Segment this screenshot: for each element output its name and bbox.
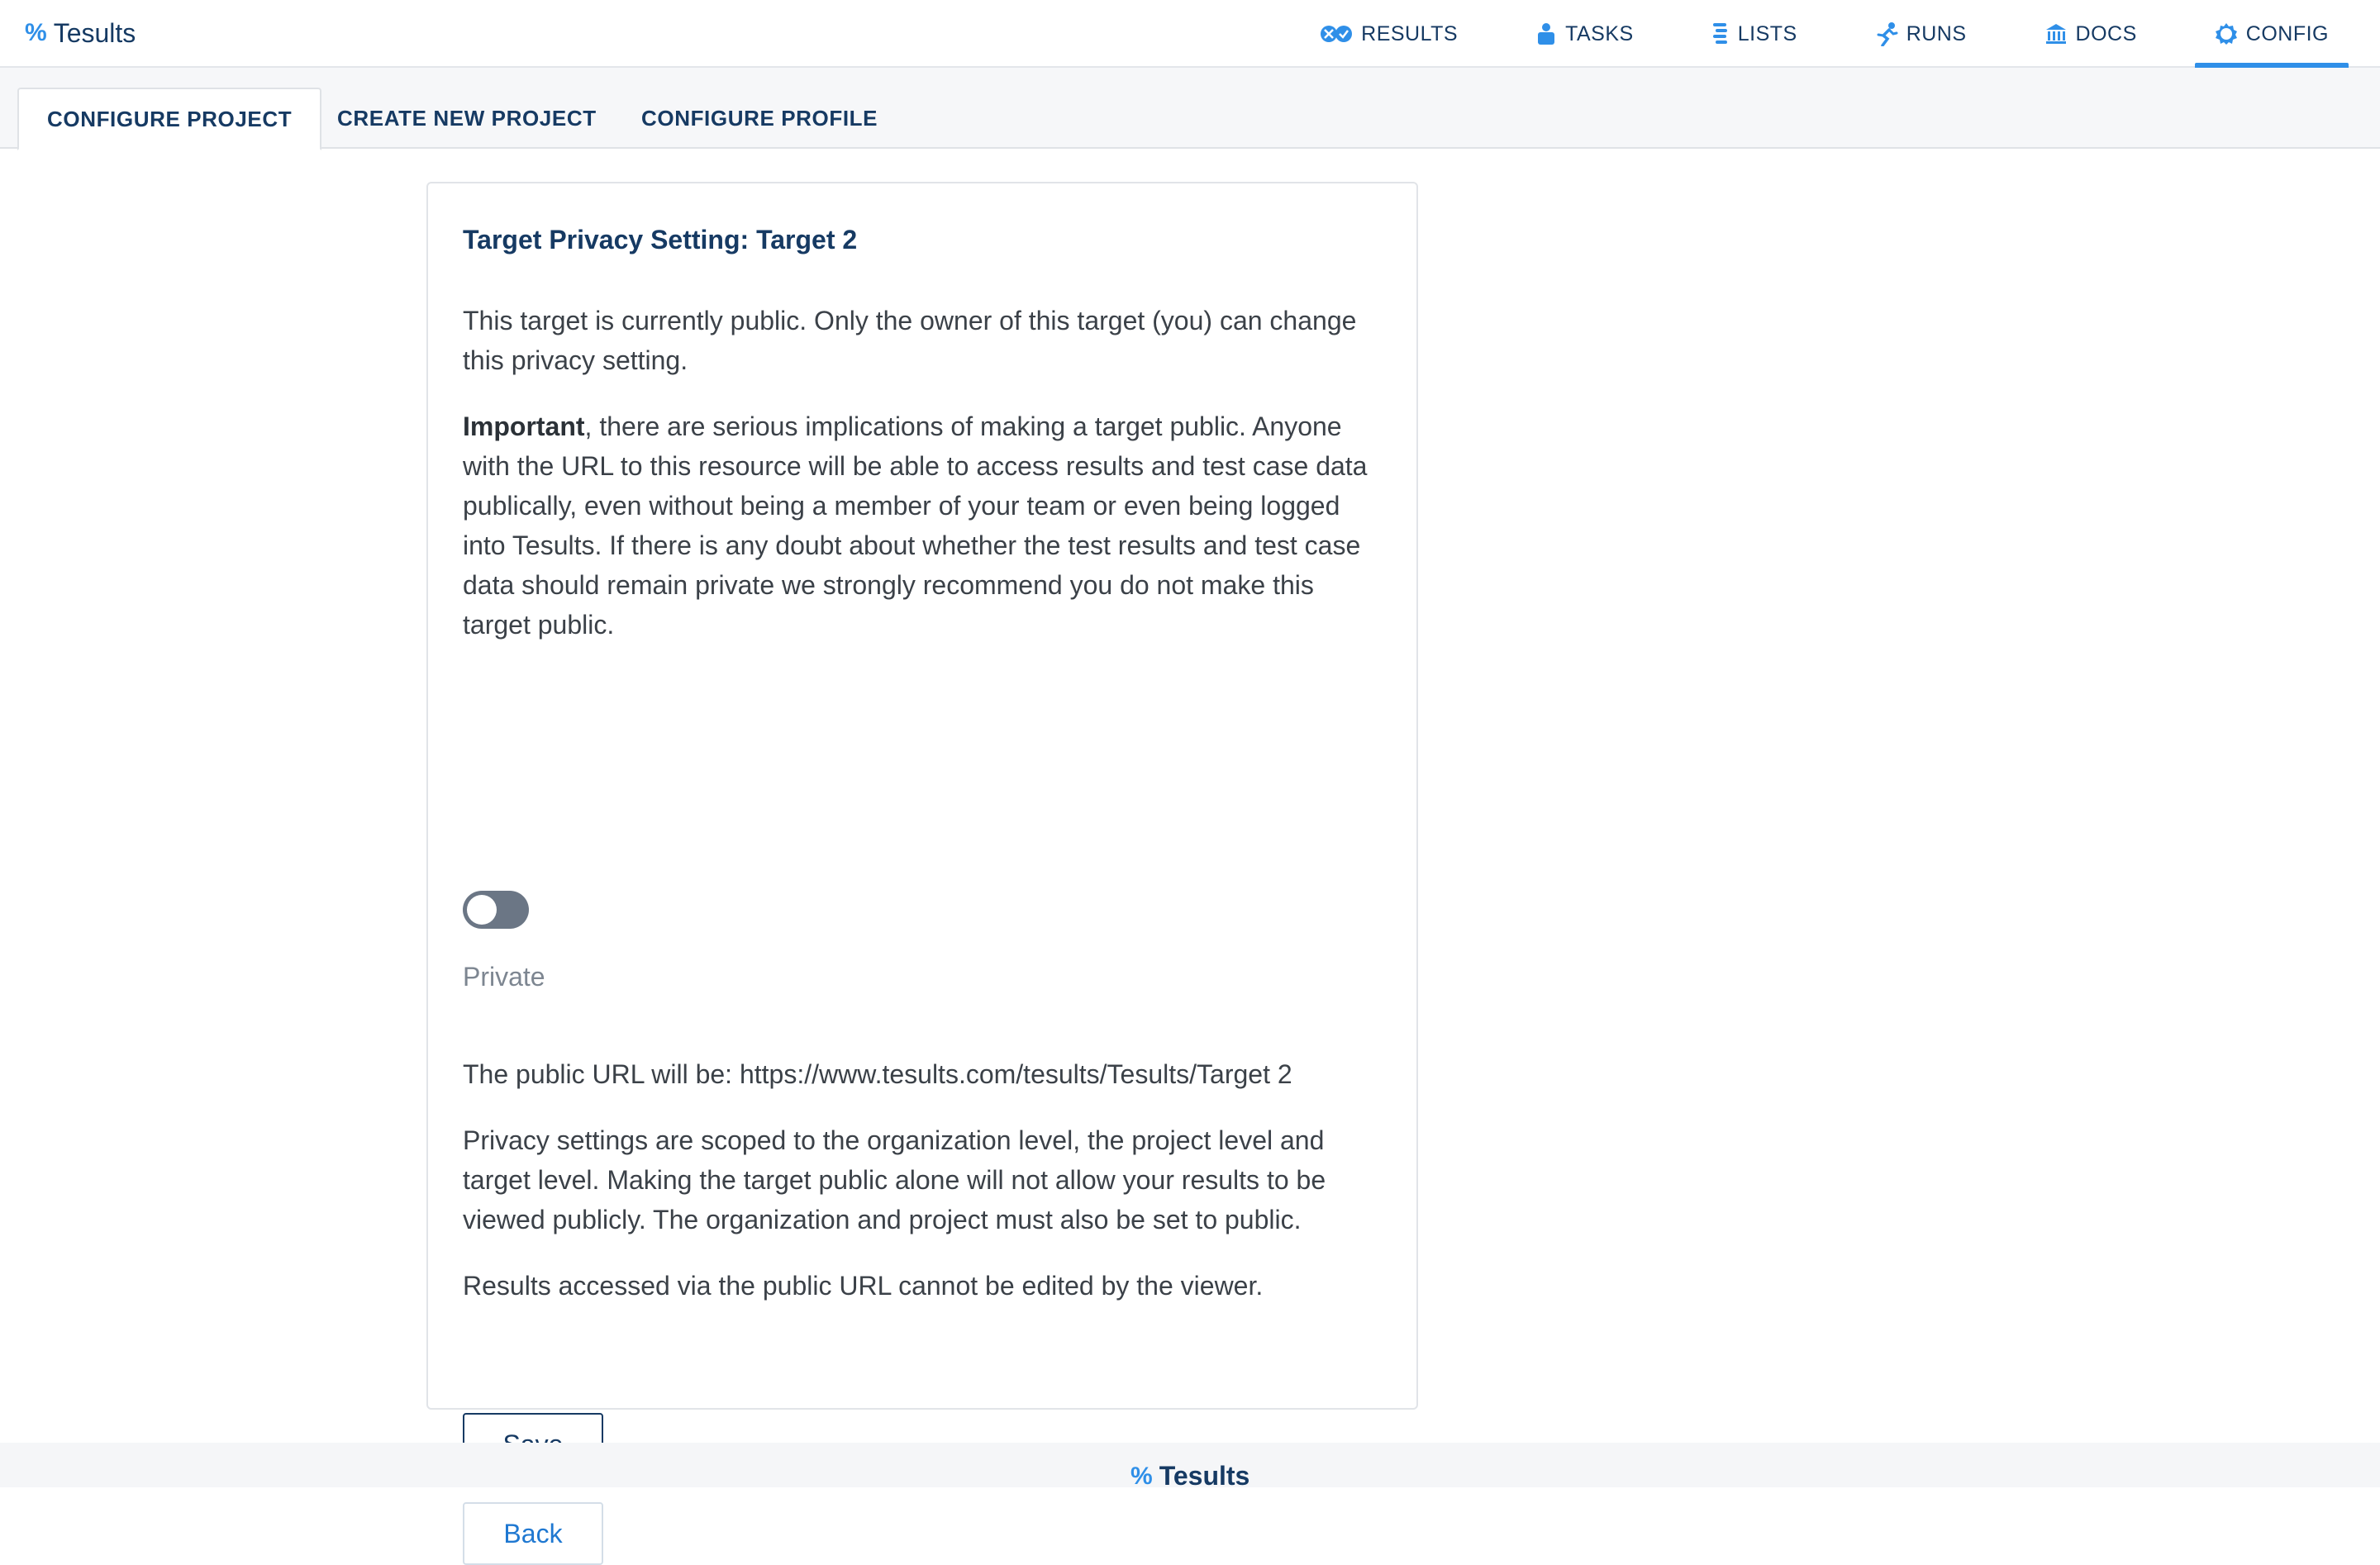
nav-item-label: TASKS xyxy=(1565,21,1634,45)
tab-create-new-project[interactable]: CREATE NEW PROJECT xyxy=(337,105,597,131)
privacy-settings-card xyxy=(426,182,1418,1548)
nav-item-docs[interactable] xyxy=(2020,0,2162,68)
nav-item-label: DOCS xyxy=(2075,21,2137,45)
nav-item-label: RUNS xyxy=(1906,21,1967,45)
percent-logo-icon: % xyxy=(1130,1462,1153,1490)
back-button[interactable]: Back xyxy=(463,1502,603,1565)
edit-note-text: Results accessed via the public URL cannot be edited by the viewer. xyxy=(463,1271,1264,1301)
important-body: , there are serious implications of making a target public. Anyone with the URL to this resource will be able to access results and test case data publically, even without being a member of your team or even being logged into Tesults. If there is any doubt about whether the test results and test case data should remain private we strongly recommend you do not make this target public. xyxy=(463,411,1368,640)
config-gear-icon xyxy=(2215,22,2238,45)
nav-item-label: LISTS xyxy=(1737,21,1797,45)
nav-item-label: RESULTS xyxy=(1361,21,1459,45)
footer-brand-name: Tesults xyxy=(1159,1461,1250,1491)
footer-brand[interactable] xyxy=(1130,1461,1250,1491)
docs-icon xyxy=(2044,22,2068,45)
brand-logo[interactable] xyxy=(25,15,136,51)
top-navbar xyxy=(0,0,2380,68)
percent-logo-icon: % xyxy=(25,19,47,46)
card-title: Target Privacy Setting: Target 2 xyxy=(463,225,858,254)
privacy-toggle-label: Private xyxy=(463,962,545,992)
runs-icon xyxy=(1875,21,1898,46)
nav-item-tasks[interactable] xyxy=(1511,0,1659,68)
nav-item-results[interactable] xyxy=(1295,0,1483,68)
privacy-intro-text: This target is currently public. Only the owner of this target (you) can change this privacy setting. xyxy=(463,306,1357,375)
footer xyxy=(0,1443,2380,1491)
tab-configure-profile[interactable]: CONFIGURE PROFILE xyxy=(641,105,878,131)
results-icon xyxy=(1320,24,1353,44)
privacy-toggle[interactable] xyxy=(463,891,529,929)
public-url-text: The public URL will be: https://www.tesults.com/tesults/Tesults/Target 2 xyxy=(463,1059,1292,1089)
brand-name: Tesults xyxy=(53,18,136,48)
nav-item-config[interactable] xyxy=(2190,0,2354,68)
nav-item-lists[interactable] xyxy=(1687,0,1822,68)
card-content xyxy=(463,223,1385,1548)
tab-configure-project[interactable]: CONFIGURE PROJECT xyxy=(17,88,321,150)
important-warning-text xyxy=(463,407,1385,645)
toggle-knob xyxy=(467,895,497,925)
lists-icon xyxy=(1711,21,1730,46)
main-nav xyxy=(1267,0,2354,68)
config-tabs xyxy=(0,68,2380,149)
important-label: Important xyxy=(463,411,585,441)
nav-item-runs[interactable] xyxy=(1850,0,1992,68)
tasks-icon xyxy=(1535,22,1557,45)
scope-note-text: Privacy settings are scoped to the organization level, the project level and target level. Making the target public alone will not allow your results to be viewed publicly. The organization and project must also be set to public. xyxy=(463,1125,1326,1234)
nav-item-label: CONFIG xyxy=(2245,21,2329,45)
